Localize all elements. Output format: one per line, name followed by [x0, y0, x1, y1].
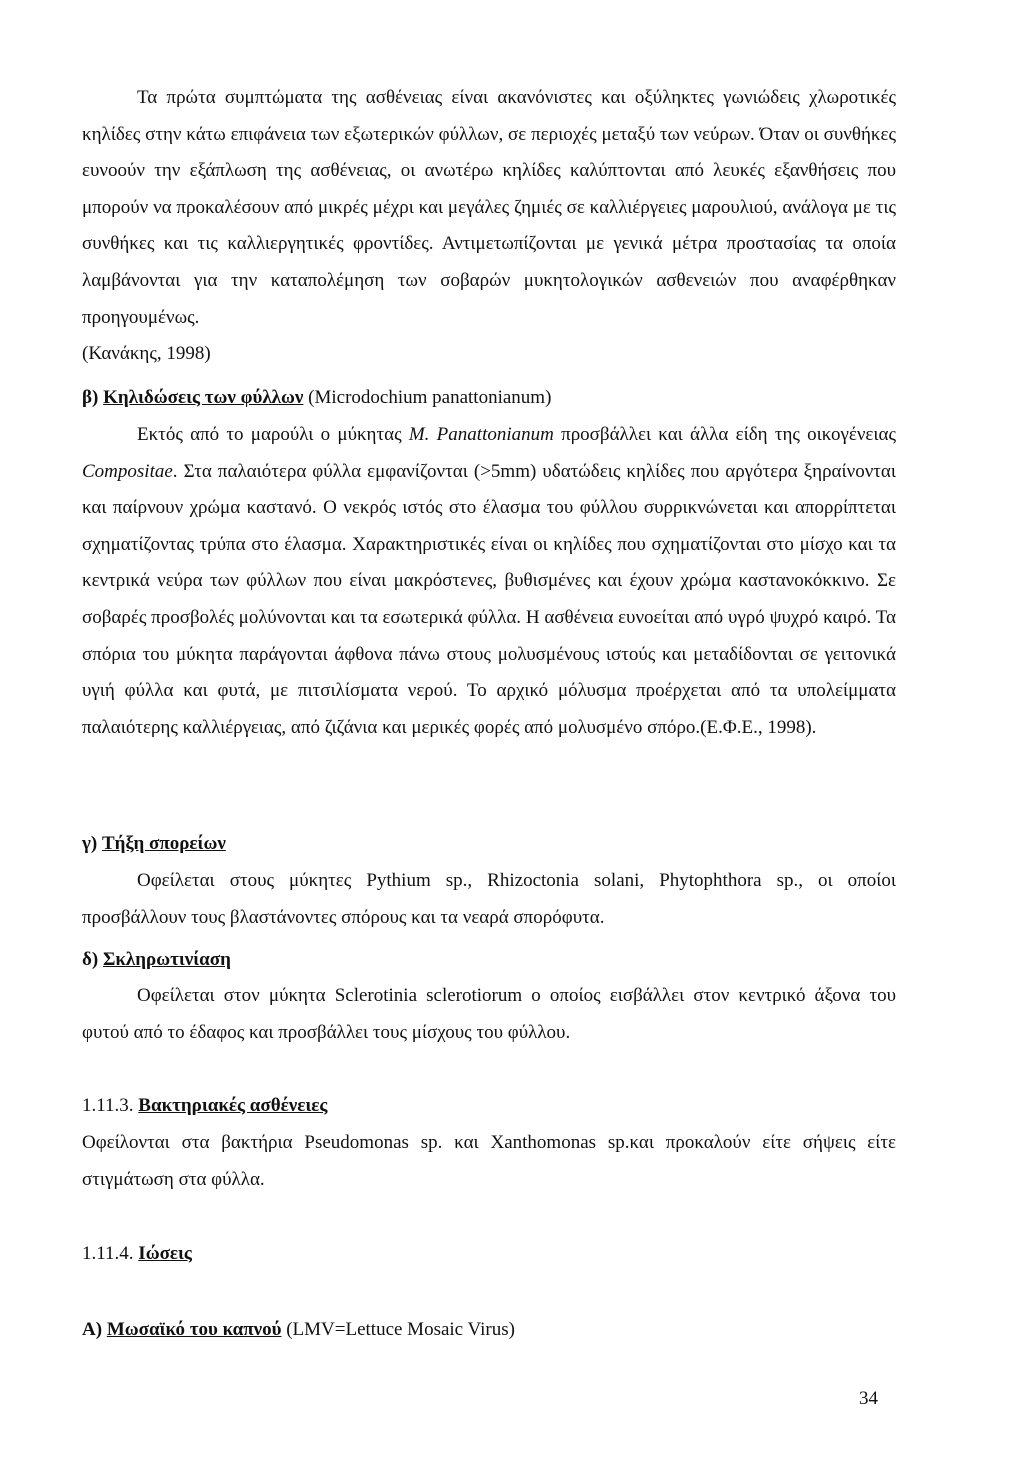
citation-text: (Κανάκης, 1998)	[82, 343, 211, 364]
section-1-11-3-number: 1.11.3.	[82, 1095, 134, 1116]
heading-section-d	[82, 942, 896, 979]
section-1-11-3-text: Οφείλονται στα βακτήρια Pseudomonas sp. και Xanthomonas sp.και προκαλούν είτε σήψεις είτε στιγμάτωση στα φύλλα.	[82, 1132, 896, 1190]
section-1-11-3-title: Βακτηριακές ασθένειες	[138, 1095, 328, 1116]
heading-section-g	[82, 826, 896, 863]
section-b-family: Compositae	[82, 460, 173, 482]
heading-section-a	[82, 1312, 896, 1349]
section-b-title: Κηλιδώσεις των φύλλων	[103, 387, 304, 408]
section-b-marker: β)	[82, 387, 99, 408]
paragraph-symptoms-text: Τα πρώτα συμπτώματα της ασθένειας είναι ακανόνιστες και οξύληκτες γωνιώδεις χλωροτικές κηλίδες στην κάτω επιφάνεια των εξωτερικών φύλλων, σε περιοχές μεταξύ των νεύρων. Όταν οι συνθήκες ευνοούν την εξάπλωση της ασθένειας, οι ανωτέρω κηλίδες καλύπτονται από λευκές εξανθήσεις που μπορούν να προκαλέσουν από μικρές μέχρι και μεγάλες ζημιές σε καλλιέργειες μαρουλιού, ανάλογα με τις συνθήκες και τις καλλιεργητικές φροντίδες. Αντιμετωπίζονται με γενικά μέτρα προστασίας τα οποία λαμβάνονται για την καταπολέμηση των σοβαρών μυκητολογικών ασθενειών που αναφέρθηκαν προηγουμένως.	[82, 87, 896, 328]
paragraph-section-g	[82, 863, 896, 936]
page-number: 34	[859, 1388, 878, 1409]
section-a-latin-name: (LMV=Lettuce Mosaic Virus)	[286, 1319, 515, 1340]
heading-1-11-4	[82, 1236, 896, 1273]
section-g-title: Τήξη σπορείων	[101, 833, 226, 854]
section-1-11-4-title: Ιώσεις	[138, 1243, 192, 1264]
section-g-marker: γ)	[82, 833, 98, 854]
section-b-species: M. Panattonianum	[408, 424, 554, 445]
section-b-latin-name: (Microdochium panattonianum)	[308, 387, 552, 408]
section-b-text-rest: . Στα παλαιότερα φύλλα εμφανίζονται (>5mm) υδατώδεις κηλίδες που αργότερα ξηραίνονται και παίρνουν χρώμα καστανό. Ο νεκρός ιστός στο έλασμα του φύλλου συρρικνώνεται και απορρίπτεται σχηματίζοντας τρύπα στο έλασμα. Χαρακτηριστικές είναι οι κηλίδες που σχηματίζονται στο μίσχο και τα κεντρικά νεύρα των φύλλων που είναι μακρόστενες, βυθισμένες και έχουν χρώμα καστανοκόκκινο. Σε σοβαρές προσβολές μολύνονται και τα εσωτερικά φύλλα. Η ασθένεια ευνοείται από υγρό ψυχρό καιρό. Τα σπόρια του μύκητα παράγονται άφθονα πάνω στους μολυσμένους ιστούς και μεταδίδονται σε γειτονικά υγιή φύλλα και φυτά, με πιτσιλίσματα νερού. Το αρχικό μόλυσμα προέρχεται από τα υπολείμματα παλαιότερης καλλιέργειας, από ζιζάνια και μερικές φορές από μολυσμένο σπόρο.(Ε.Φ.Ε., 1998).	[82, 460, 896, 738]
section-a-marker: Α)	[82, 1319, 103, 1340]
section-a-title: Μωσαϊκό του καπνού	[106, 1319, 282, 1340]
section-1-11-4-number: 1.11.4.	[82, 1243, 134, 1264]
section-d-marker: δ)	[82, 949, 99, 970]
citation-kanakis	[82, 336, 896, 373]
section-g-text: Οφείλεται στους μύκητες Pythium sp., Rhizoctonia solani, Phytophthora sp., οι οποίοι προσβάλλουν τους βλαστάνοντες σπόρους και τα νεαρά σπορόφυτα.	[82, 870, 896, 928]
paragraph-section-d	[82, 978, 896, 1051]
section-d-title: Σκληρωτινίαση	[102, 949, 231, 970]
paragraph-section-b	[82, 417, 896, 746]
section-b-text-mid: προσβάλλει και άλλα είδη της οικογένειας	[553, 424, 896, 445]
paragraph-symptoms	[82, 80, 896, 336]
heading-section-b	[82, 380, 896, 417]
section-d-text: Οφείλεται στον μύκητα Sclerotinia sclerotiorum ο οποίος εισβάλλει στον κεντρικό άξονα του φυτού από το έδαφος και προσβάλλει τους μίσχους του φύλλου.	[82, 985, 896, 1043]
paragraph-1-11-3	[82, 1125, 896, 1198]
heading-1-11-3	[82, 1088, 896, 1125]
section-b-text-start: Εκτός από το μαρούλι ο μύκητας	[137, 424, 409, 445]
